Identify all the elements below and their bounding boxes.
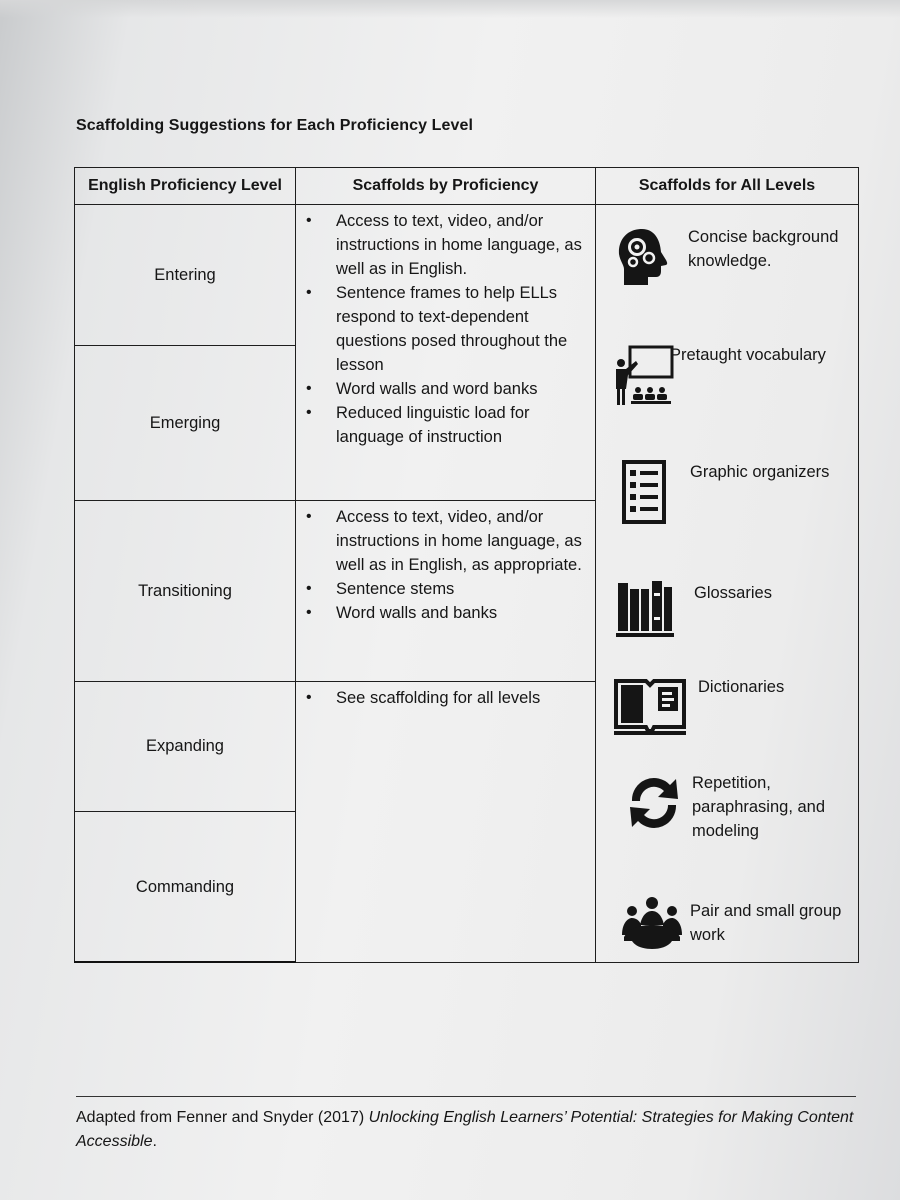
level-commanding: Commanding <box>75 812 296 963</box>
list-item: • Access to text, video, and/or instructions in home language, as well as in English, as appropriate. <box>336 505 587 577</box>
all-level-label: Glossaries <box>694 584 772 603</box>
teacher-board-icon <box>612 343 676 407</box>
books-icon <box>612 577 676 641</box>
group-table-icon <box>620 891 684 955</box>
bullet-list <box>296 682 595 710</box>
scaffolding-table <box>74 167 859 963</box>
source-citation <box>76 1106 856 1154</box>
list-item: • Sentence frames to help ELLs respond to text-dependent questions posed throughout the lesson <box>336 281 587 377</box>
all-level-label: Dictionaries <box>698 678 785 697</box>
table-header-row <box>75 168 859 205</box>
all-level-item <box>606 343 852 423</box>
all-level-item <box>606 225 852 305</box>
scaffolds-transitioning <box>296 501 596 682</box>
head-gears-icon <box>612 225 676 289</box>
all-level-label: Graphic organizers <box>690 463 830 482</box>
scaffolds-expanding-commanding <box>296 681 596 962</box>
all-level-label: Pair and small group work <box>690 902 842 945</box>
list-item: • Access to text, video, and/or instructions in home language, as well as in English. <box>336 209 587 281</box>
citation-suffix: . <box>152 1133 157 1150</box>
all-level-label: Pretaught vocabulary <box>670 346 826 365</box>
checklist-icon <box>612 460 676 524</box>
footnote-rule <box>76 1096 856 1097</box>
bullet-list <box>296 501 595 625</box>
table-row <box>75 205 859 345</box>
scaffolds-for-all-levels <box>596 205 859 962</box>
level-emerging: Emerging <box>75 345 296 500</box>
list-item: • Sentence stems <box>336 577 587 601</box>
all-level-item <box>606 460 852 540</box>
all-level-item <box>606 771 852 851</box>
list-item: • Reduced linguistic load for language of instruction <box>336 401 587 449</box>
bullet-list <box>296 205 595 449</box>
page-title: Scaffolding Suggestions for Each Proficiency Level <box>76 117 474 134</box>
scaffolds-entering-emerging <box>296 205 596 501</box>
all-level-label: Concise background knowledge. <box>688 228 839 271</box>
list-item: • See scaffolding for all levels <box>336 686 587 710</box>
header-scaffolds-all-levels: Scaffolds for All Levels <box>596 168 859 205</box>
header-scaffolds-by-proficiency: Scaffolds by Proficiency <box>296 168 596 205</box>
citation-work-title: Unlocking English Learners’ Potential: Strategies for Making Content Accessible <box>76 1109 854 1150</box>
open-book-icon <box>612 673 688 737</box>
header-proficiency-level: English Proficiency Level <box>75 168 296 205</box>
list-item: • Word walls and word banks <box>336 377 587 401</box>
level-transitioning: Transitioning <box>75 501 296 682</box>
all-level-item <box>606 673 852 753</box>
all-level-label: Repetition, paraphrasing, and modeling <box>692 774 826 841</box>
level-expanding: Expanding <box>75 681 296 811</box>
page-top-edge <box>0 0 900 18</box>
all-level-item <box>606 577 852 657</box>
level-entering: Entering <box>75 205 296 345</box>
citation-prefix: Adapted from Fenner and Snyder (2017) <box>76 1109 369 1126</box>
cycle-arrows-icon <box>622 771 686 835</box>
list-item: • Word walls and banks <box>336 601 587 625</box>
all-level-item <box>606 891 852 971</box>
